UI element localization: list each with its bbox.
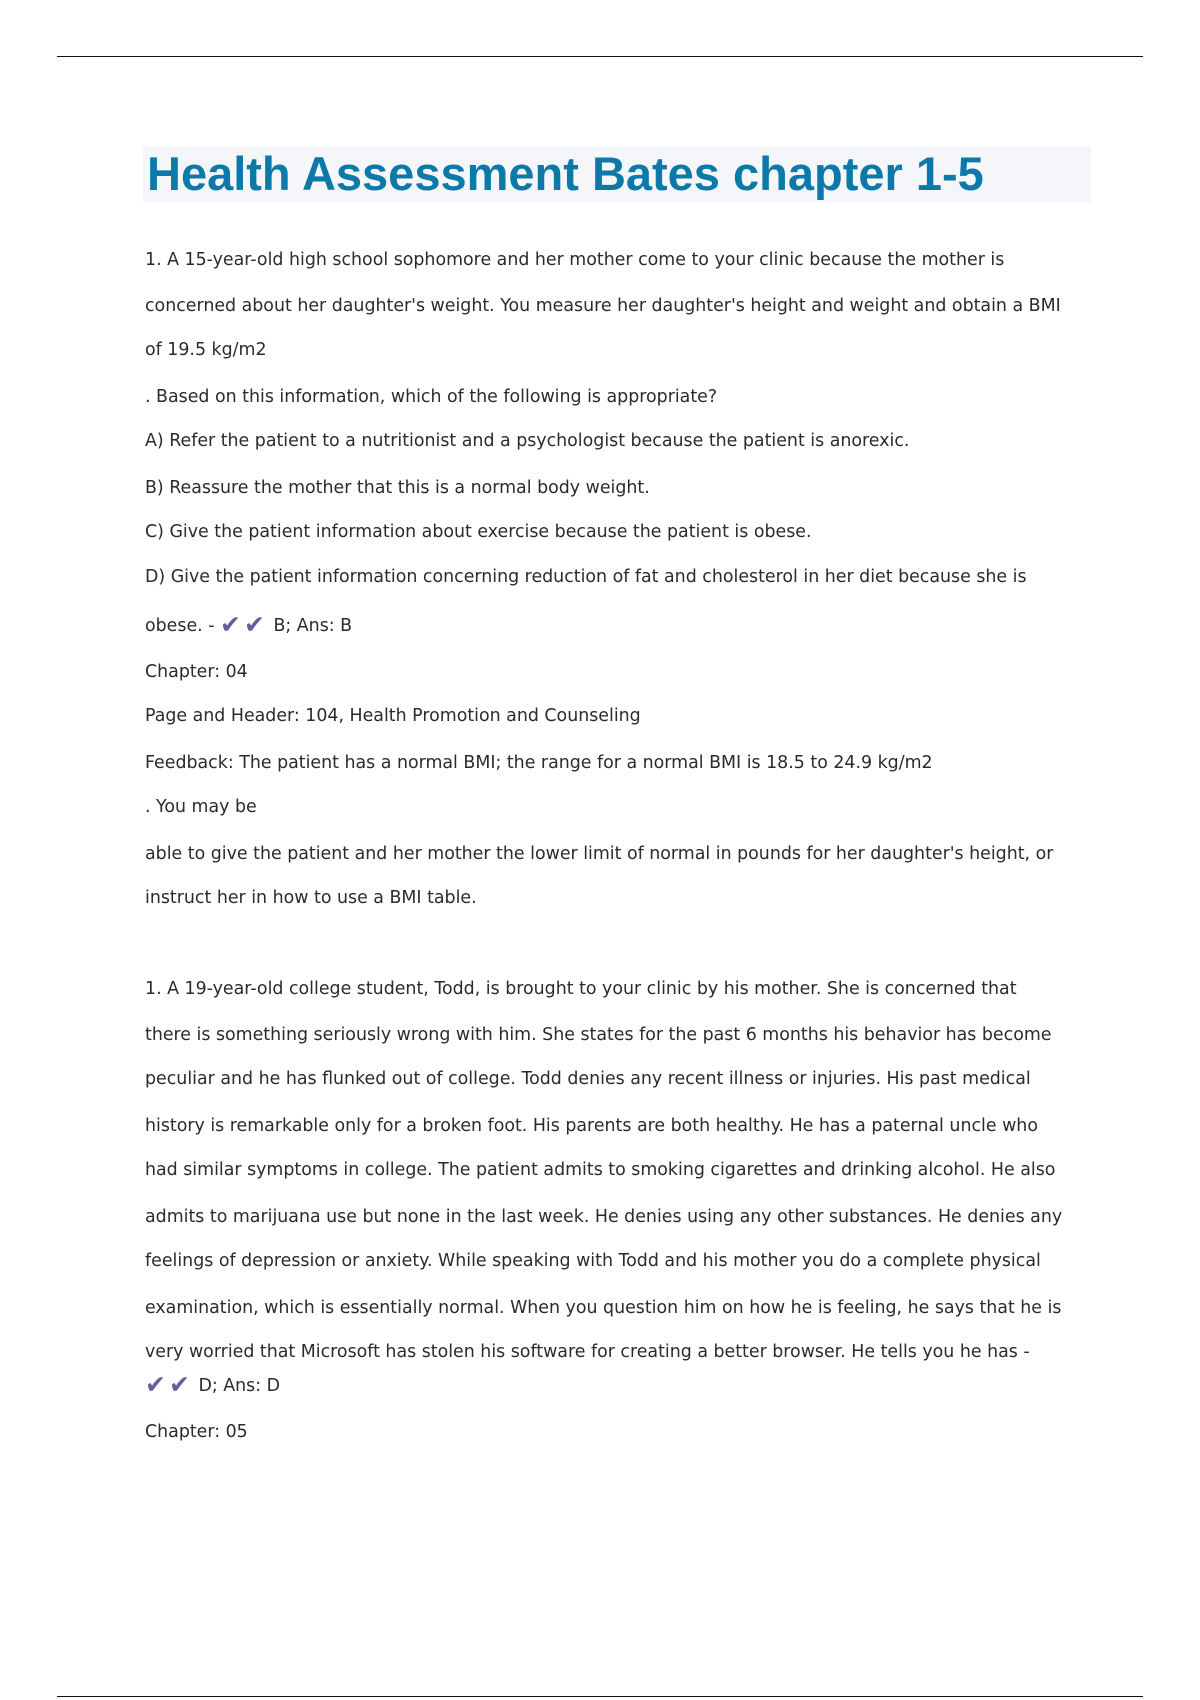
q2-chapter: Chapter: 05: [145, 1422, 248, 1442]
q1-stem-line-3: of 19.5 kg/m2: [145, 340, 267, 360]
document-title: Health Assessment Bates chapter 1-5: [147, 147, 984, 200]
q2-stem-line-1: 1. A 19-year-old college student, Todd, is brought to your clinic by his mother. She is concerned that: [145, 979, 1017, 999]
q1-chapter: Chapter: 04: [145, 662, 248, 682]
q1-page-header: Page and Header: 104, Health Promotion and Counseling: [145, 706, 641, 726]
q2-stem-line-7: feelings of depression or anxiety. While speaking with Todd and his mother you do a complete physical: [145, 1251, 1041, 1271]
q1-stem-line-1: 1. A 15-year-old high school sophomore and her mother come to your clinic because the mother is: [145, 250, 1005, 270]
q2-stem-line-3: peculiar and he has flunked out of college. Todd denies any recent illness or injuries. His past medical: [145, 1069, 1031, 1089]
q2-stem-line-5: had similar symptoms in college. The patient admits to smoking cigarettes and drinking alcohol. He also: [145, 1160, 1056, 1180]
q2-stem-line-4: history is remarkable only for a broken foot. His parents are both healthy. He has a paternal uncle who: [145, 1116, 1038, 1136]
q1-answer-prefix: obese. -: [145, 616, 215, 636]
q1-feedback-line-2: . You may be: [145, 797, 257, 817]
q1-option-b: B) Reassure the mother that this is a normal body weight.: [145, 478, 650, 498]
q1-option-d: D) Give the patient information concerning reduction of fat and cholesterol in her diet because she is: [145, 567, 1027, 587]
q1-option-a: A) Refer the patient to a nutritionist and a psychologist because the patient is anorexic.: [145, 431, 910, 451]
q2-answer-line: [145, 1370, 280, 1399]
q1-stem-line-4: . Based on this information, which of the following is appropriate?: [145, 387, 718, 407]
double-checkmark-icon: ✔✔: [220, 610, 268, 639]
q1-feedback-line-1: Feedback: The patient has a normal BMI; the range for a normal BMI is 18.5 to 24.9 kg/m2: [145, 753, 933, 773]
double-checkmark-icon: ✔✔: [145, 1370, 193, 1399]
q2-stem-line-6: admits to marijuana use but none in the last week. He denies using any other substances. He denies any: [145, 1207, 1063, 1227]
top-rule: [57, 56, 1143, 57]
q1-answer-line: [145, 610, 353, 639]
q1-feedback-line-3: able to give the patient and her mother the lower limit of normal in pounds for her daughter's height, or: [145, 844, 1054, 864]
bottom-rule: [57, 1696, 1143, 1697]
q1-stem-line-2: concerned about her daughter's weight. You measure her daughter's height and weight and obtain a BMI: [145, 296, 1061, 316]
q1-answer: B; Ans: B: [273, 616, 353, 636]
q1-feedback-line-4: instruct her in how to use a BMI table.: [145, 888, 477, 908]
q2-stem-line-2: there is something seriously wrong with him. She states for the past 6 months his behavior has become: [145, 1025, 1052, 1045]
q1-option-c: C) Give the patient information about exercise because the patient is obese.: [145, 522, 812, 542]
q2-answer: D; Ans: D: [198, 1376, 280, 1396]
q2-stem-line-8: examination, which is essentially normal. When you question him on how he is feeling, he says that he is: [145, 1298, 1062, 1318]
q2-stem-line-9: very worried that Microsoft has stolen his software for creating a better browser. He tells you he has -: [145, 1342, 1030, 1362]
